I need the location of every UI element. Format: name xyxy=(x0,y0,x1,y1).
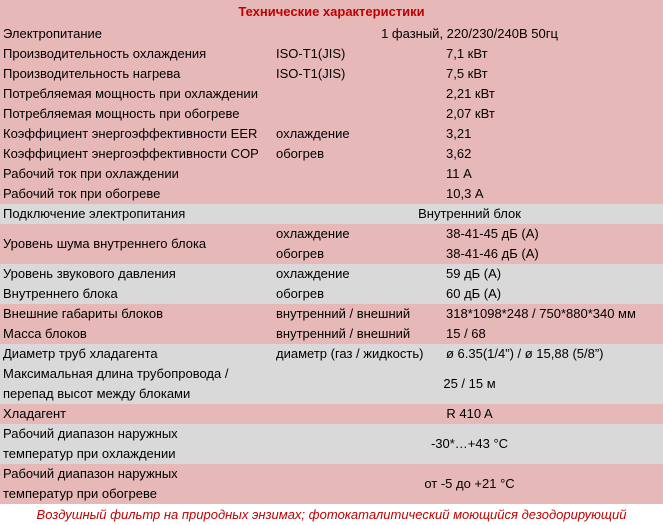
value: 7,1 кВт xyxy=(446,46,488,61)
label-line-2: температур при охлаждении xyxy=(3,446,176,461)
value: от -5 до +21 °C xyxy=(424,476,515,491)
label-line-1: Максимальная длина трубопровода / xyxy=(3,366,229,381)
row-sound-pressure xyxy=(0,264,663,284)
condition: охлаждение xyxy=(276,266,350,281)
value: 59 дБ (А) xyxy=(446,266,502,281)
value: ø 6.35(1/4”) / ø 15,88 (5/8”) xyxy=(446,346,604,361)
row-dimensions xyxy=(0,304,663,324)
row-eer xyxy=(0,124,663,144)
value: 38-41-45 дБ (А) xyxy=(446,226,539,241)
condition: внутренний / внешний xyxy=(276,326,411,341)
row-power-supply xyxy=(0,24,663,44)
value: 2,21 кВт xyxy=(446,86,495,101)
value: 15 / 68 xyxy=(446,326,486,341)
label: Производительность нагрева xyxy=(3,66,181,81)
condition: охлаждение xyxy=(276,226,350,241)
value: -30*…+43 °C xyxy=(430,436,509,451)
condition: обогрев xyxy=(276,246,325,261)
value: 1 фазный, 220/230/240В 50гц xyxy=(381,26,558,41)
label-line-2: температур при обогреве xyxy=(3,486,157,501)
row-current-heating xyxy=(0,184,663,204)
row-cop xyxy=(0,144,663,164)
label: Коэффициент энергоэффективности EER xyxy=(3,126,258,141)
value: 25 / 15 м xyxy=(443,376,496,391)
value: 7,5 кВт xyxy=(446,66,488,81)
row-refrigerant xyxy=(0,404,663,424)
footer-note: Воздушный фильтр на природных энзимах; фотокаталитический моющийся дезодорирующий xyxy=(0,504,663,525)
condition: обогрев xyxy=(276,146,325,161)
value: 60 дБ (А) xyxy=(446,286,502,301)
label: Уровень звукового давления xyxy=(3,266,176,281)
label: Подключение электропитания xyxy=(3,206,186,221)
label: Рабочий ток при обогреве xyxy=(3,186,161,201)
condition: ISO-T1(JIS) xyxy=(276,46,346,61)
label-line-2: перепад высот между блоками xyxy=(3,386,191,401)
condition: охлаждение xyxy=(276,126,350,141)
row-current-cooling xyxy=(0,164,663,184)
condition: ISO-T1(JIS) xyxy=(276,66,346,81)
label-line-1: Рабочий диапазон наружных xyxy=(3,426,178,441)
value: 2,07 кВт xyxy=(446,106,495,121)
row-range-heating xyxy=(0,464,663,504)
row-noise xyxy=(0,224,663,264)
row-weight xyxy=(0,324,663,344)
label: Масса блоков xyxy=(3,326,87,341)
value: R 410 A xyxy=(446,406,493,421)
label-line-1: Рабочий диапазон наружных xyxy=(3,466,178,481)
condition: диаметр (газ / жидкость) xyxy=(276,346,424,361)
row-power-cooling xyxy=(0,84,663,104)
label: Производительность охлаждения xyxy=(3,46,207,61)
row-range-cooling xyxy=(0,424,663,464)
value: 10,3 А xyxy=(446,186,484,201)
label: Диаметр труб хладагента xyxy=(3,346,158,361)
value: 3,21 xyxy=(446,126,472,141)
label: Рабочий ток при охлаждении xyxy=(3,166,179,181)
label: Электропитание xyxy=(3,26,102,41)
row-pipe-diameter xyxy=(0,344,663,364)
value: Внутренний блок xyxy=(418,206,521,221)
value: 38-41-46 дБ (А) xyxy=(446,246,539,261)
row-indoor-unit xyxy=(0,284,663,304)
label: Потребляемая мощность при обогреве xyxy=(3,106,240,121)
label: Коэффициент энергоэффективности COP xyxy=(3,146,259,161)
value: 11 А xyxy=(446,166,472,181)
value: 318*1098*248 / 750*880*340 мм xyxy=(446,306,636,321)
label: Хладагент xyxy=(3,406,67,421)
label: Потребляемая мощность при охлаждении xyxy=(3,86,258,101)
condition: обогрев xyxy=(276,286,325,301)
row-power-connection xyxy=(0,204,663,224)
row-heating-capacity xyxy=(0,64,663,84)
value: 3,62 xyxy=(446,146,472,161)
row-power-heating xyxy=(0,104,663,124)
label: Внешние габариты блоков xyxy=(3,306,164,321)
row-cooling-capacity xyxy=(0,44,663,64)
table-title: Технические характеристики xyxy=(0,0,663,24)
label: Уровень шума внутреннего блока xyxy=(3,236,207,251)
row-max-pipe xyxy=(0,364,663,404)
label: Внутреннего блока xyxy=(3,286,118,301)
condition: внутренний / внешний xyxy=(276,306,411,321)
